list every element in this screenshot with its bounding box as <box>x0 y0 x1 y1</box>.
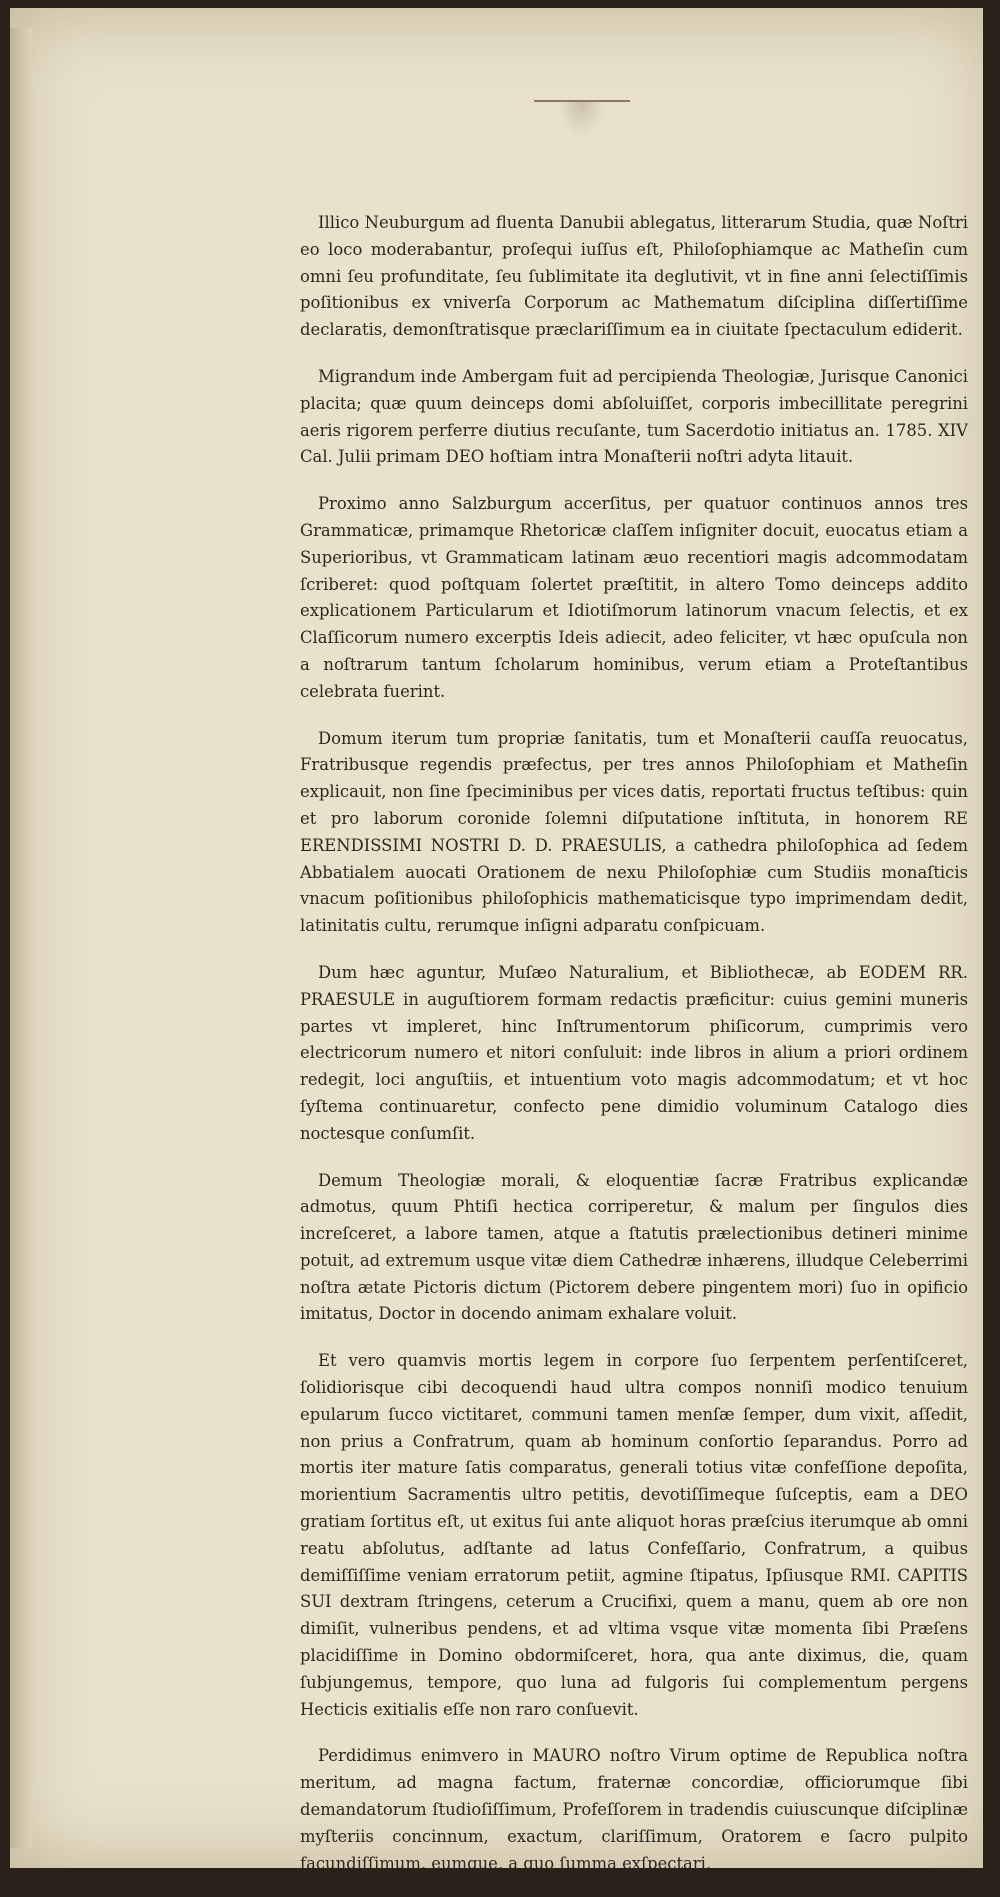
body-text <box>300 210 968 1897</box>
paragraph-5: Dum hæc aguntur, Muſæo Naturalium, et Bibliothecæ, ab EODEM RR. PRAESULE in auguſtiorem formam redactis præficitur: cuius gemini muneris partes vt impleret, hinc Inſtrumentorum phiſicorum, cumprimis vero electricorum numero et nitori conſuluit: inde libros in alium a priori ordinem redegit, loci anguſtiis, et intuentium voto magis adcommodatum; et vt hoc ſyſtema continuaretur, confecto pene dimidio voluminum Catalogo dies noctesque conſumſit. <box>300 962 968 1143</box>
paragraph-2: Migrandum inde Ambergam fuit ad percipienda Theologiæ, Jurisque Canonici placita; quæ quum deinceps domi abſoluiſſet, corporis imbecillitate peregrini aeris rigorem perferre diutius recuſante, tum Sacerdotio initiatus an. 1785. XIV Cal. Julii primam DEO hoſtiam intra Monaſterii noſtri adyta litauit. <box>300 366 968 467</box>
paragraph-1: Illico Neuburgum ad fluenta Danubii ablegatus, litterarum Studia, quæ Noſtri eo loco moderabantur, proſequi iuſſus eſt, Philoſophiamque ac Matheſin cum omni ſeu profunditate, ſeu ſublimitate ita deglutivit, vt in fine anni ſelectiſſimis poſitionibus ex vniverſa Corporum ac Mathematum diſciplina diſſertiſſime declaratis, demonſtratisque præclariſſimum ea in ciuitate ſpectaculum ediderit. <box>300 213 968 340</box>
header-ornament <box>558 102 606 138</box>
paragraph-6: Demum Theologiæ morali, & eloquentiæ ſacræ Fratribus explicandæ admotus, quum Phtiſi hectica corriperetur, & malum per ſingulos dies increſceret, a labore tamen, atque a ſtatutis prælectionibus detineri minime potuit, ad extremum usque vitæ diem Cathedræ inhærens, illudque Celeberrimi noſtra ætate Pictoris dictum (Pictorem debere pingentem mori) ſuo in opificio imitatus, Doctor in docendo animam exhalare voluit. <box>300 1170 968 1324</box>
paragraph-3: Proximo anno Salzburgum accerſitus, per quatuor continuos annos tres Grammaticæ, primamque Rhetoricæ claſſem inſigniter docuit, euocatus etiam a Superioribus, vt Grammaticam latinam æuo recentiori magis adcommodatam ſcriberet: quod poſtquam ſolertet præſtitit, in altero Tomo deinceps addito explicationem Particularum et Idiotiſmorum latinorum vnacum ſelectis, et ex Claſſicorum numero excerptis Ideis adiecit, adeo feliciter, vt hæc opuſcula non a noſtrarum tantum ſcholarum hominibus, verum etiam a Proteſtantibus celebrata fuerint. <box>300 494 968 701</box>
page-fold-left <box>10 28 32 1848</box>
paragraph-8: Perdidimus enimvero in MAURO noſtro Virum optime de Republica noſtra meritum, ad magna factum, fraternæ concordiæ, officiorumque ſibi demandatorum ſtudioſiſſimum, Profeſſorem in tradendis cuiuscunque diſciplinæ myſteriis concinnum, exactum, clariſſimum, Oratorem e ſacro pulpito facundiſſimum, eumque, a quo ſumma exſpectari, <box>300 1746 968 1873</box>
page-edge-right <box>983 8 995 1868</box>
paragraph-7: Et vero quamvis mortis legem in corpore ſuo ſerpentem perſentiſceret, ſolidiorisque cibi decoquendi haud ultra compos nonniſi modico tenuium epularum ſucco victitaret, communi tamen menſæ ſemper, dum vixit, aſſedit, non prius a Confratrum, quam ab hominum conſortio ſeparandus. Porro ad mortis iter mature ſatis comparatus, generali totius vitæ confeſſione depoſita, morientium Sacramentis ultro petitis, devotiſſimeque ſuſceptis, eam a DEO gratiam ſortitus eſt, ut exitus ſui ante aliquot horas præſcius iterumque ab omni reatu abſolutus, adſtante ad latus Confeſſario, Confratrum, a quibus demiſſiſſime veniam erratorum petiit, agmine ſtipatus, Ipſiusque RMI. CAPITIS SUI dextram ſtringens, ceterum a Crucifixi, quem a manu, quem ab ore non dimiſit, vulneribus pendens, et ad vltima vsque vitæ momenta ſibi Præſens placidiſſime in Domino obdormiſceret, hora, qua ante diximus, die, quam ſubjungemus, tempore, quo luna ad fulgoris ſui complementum pergens Hecticis exitialis eſſe non raro conſuevit. <box>300 1351 968 1719</box>
paragraph-4: Domum iterum tum propriæ ſanitatis, tum et Monaſterii cauſſa reuocatus, Fratribusque regendis præfectus, per tres annos Philoſophiam et Matheſin explicauit, non ſine ſpeciminibus per vices datis, reportati fructus teſtibus: quin et pro laborum coronide ſolemni diſputatione inſtituta, in honorem RE ERENDISSIMI NOSTRI D. D. PRAESULIS, a cathedra philoſophica ad ſedem Abbatialem auocati Orationem de nexu Philoſophiæ cum Studiis monaſticis vnacum poſitionibus philoſophicis mathematicisque typo imprimendam dedit, latinitatis cultu, rerumque inſigni adparatu conſpicuam. <box>300 728 968 936</box>
